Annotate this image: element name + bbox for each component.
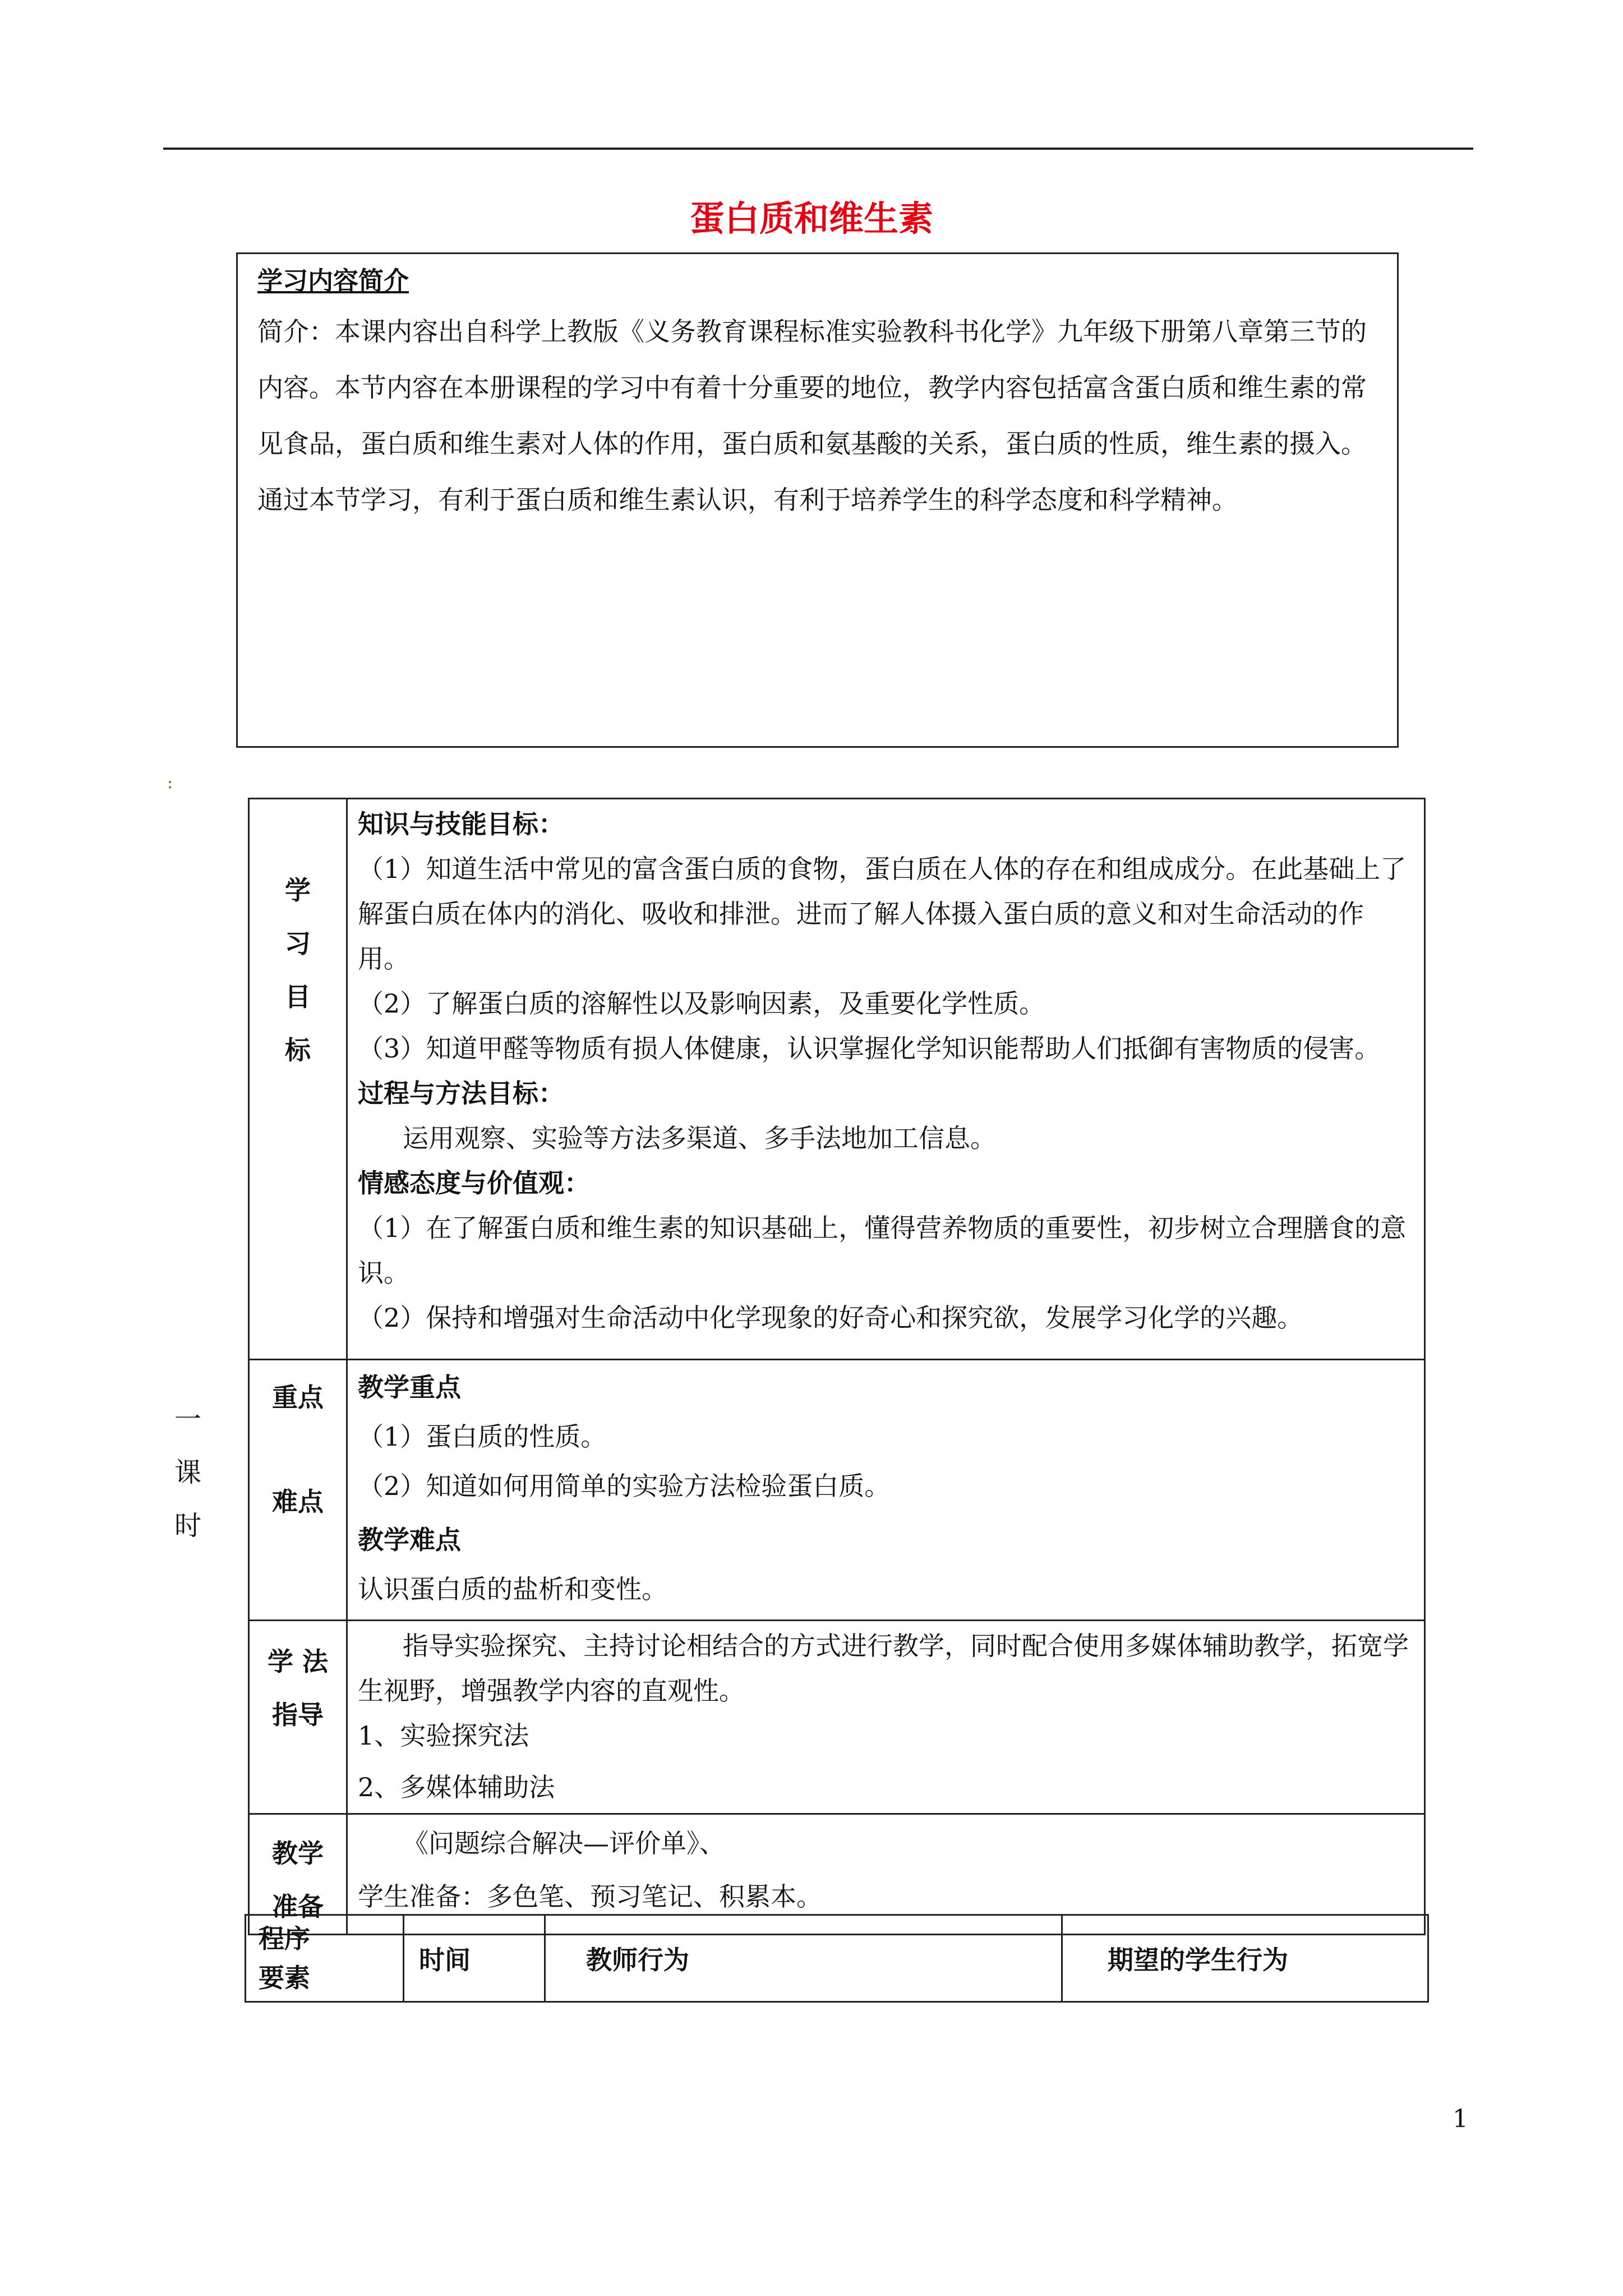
difficult-label: 难点: [272, 1487, 324, 1517]
objectives-label-char: 目: [285, 982, 311, 1012]
procedure-col1-top: 程序: [259, 1924, 310, 1954]
objectives-content: [347, 799, 1425, 1360]
key-points-content: [347, 1360, 1425, 1621]
knowledge-item: （3）知道甲醛等物质有损人体健康，认识掌握化学知识能帮助人们抵御有害物质的侵害。: [358, 1033, 1381, 1064]
page-number: 1: [1453, 2105, 1468, 2133]
procedure-col-elements: [246, 1915, 404, 2002]
intro-heading: 学习内容简介: [257, 266, 409, 296]
intro-text: 简介：本课内容出自科学上教版《义务教育课程标准实验教科书化学》九年级下册第八章第三节的内容。本节内容在本册课程的学习中有着十分重要的地位，教学内容包括富含蛋白质和维生素的常见食品，蛋白质和维生素对人体的作用，蛋白质和氨基酸的关系，蛋白质的性质，维生素的摄入。通过本节学习，有利于蛋白质和维生素认识，有利于培养学生的科学态度和科学精神。: [257, 316, 1367, 515]
objectives-row: [249, 799, 1425, 1360]
key-points-label: [249, 1360, 347, 1621]
difficult-heading: 教学难点: [358, 1525, 461, 1555]
emotion-item: （1）在了解蛋白质和维生素的知识基础上，懂得营养物质的重要性，初步树立合理膳食的意识。: [358, 1213, 1407, 1288]
method-item: 1、实验探究法: [358, 1720, 529, 1751]
process-heading: 过程与方法目标：: [358, 1078, 564, 1108]
key-label: 重点: [272, 1382, 324, 1412]
procedure-table: [245, 1914, 1429, 2003]
key-item: （1）蛋白质的性质。: [358, 1421, 607, 1452]
procedure-col-time: 时间: [404, 1915, 545, 2002]
prep-label-bottom: 准备: [272, 1892, 324, 1922]
prep-line1: 《问题综合解决—评价单》、: [403, 1828, 725, 1858]
knowledge-heading: 知识与技能目标：: [358, 809, 564, 839]
procedure-header-row: [246, 1915, 1428, 2002]
side-label-2: 课: [174, 1457, 201, 1488]
objectives-label-char: 标: [285, 1035, 311, 1065]
page-title: 蛋白质和维生素: [689, 198, 933, 239]
key-heading: 教学重点: [358, 1372, 461, 1402]
prep-label-top: 教学: [272, 1838, 324, 1869]
knowledge-item: （2）了解蛋白质的溶解性以及影响因素，及重要化学性质。: [358, 988, 1045, 1019]
procedure-col-student: 期望的学生行为: [1062, 1915, 1428, 2002]
intro-box: [236, 252, 1399, 748]
method-text: 指导实验探究、主持讨论相结合的方式进行教学，同时配合使用多媒体辅助教学，拓宽学生视野，增强教学内容的直观性。: [358, 1631, 1409, 1706]
method-label: [249, 1621, 347, 1814]
marker: :: [167, 773, 173, 793]
procedure-col1-bottom: 要素: [259, 1963, 310, 1993]
emotion-heading: 情感态度与价值观：: [358, 1168, 590, 1198]
method-content: [347, 1621, 1425, 1814]
method-item: 2、多媒体辅助法: [358, 1772, 555, 1802]
knowledge-item: （1）知道生活中常见的富含蛋白质的食物，蛋白质在人体的存在和组成成分。在此基础上了解蛋白质在体内的消化、吸收和排泄。进而了解人体摄入蛋白质的意义和对生命活动的作用。: [358, 854, 1407, 974]
method-row: [249, 1621, 1425, 1814]
side-label-3: 时: [174, 1510, 201, 1542]
method-label-bottom: 指导: [272, 1700, 324, 1730]
objectives-label-char: 习: [285, 928, 311, 959]
prep-line2: 学生准备：多色笔、预习笔记、积累本。: [358, 1881, 822, 1912]
header-rule: [163, 148, 1473, 150]
lesson-table: [248, 798, 1426, 1935]
difficult-text: 认识蛋白质的盐析和变性。: [358, 1574, 667, 1604]
objectives-label: [249, 799, 347, 1360]
objectives-label-char: 学: [285, 875, 311, 905]
process-text: 运用观察、实验等方法多渠道、多手法地加工信息。: [403, 1123, 996, 1153]
key-points-row: [249, 1360, 1425, 1621]
method-label-top: 学 法: [267, 1646, 328, 1677]
emotion-item: （2）保持和增强对生命活动中化学现象的好奇心和探究欲，发展学习化学的兴趣。: [358, 1303, 1303, 1333]
key-item: （2）知道如何用简单的实验方法检验蛋白质。: [358, 1471, 891, 1501]
procedure-col-teacher: 教师行为: [545, 1915, 1062, 2002]
side-label-1: 一: [174, 1404, 201, 1435]
